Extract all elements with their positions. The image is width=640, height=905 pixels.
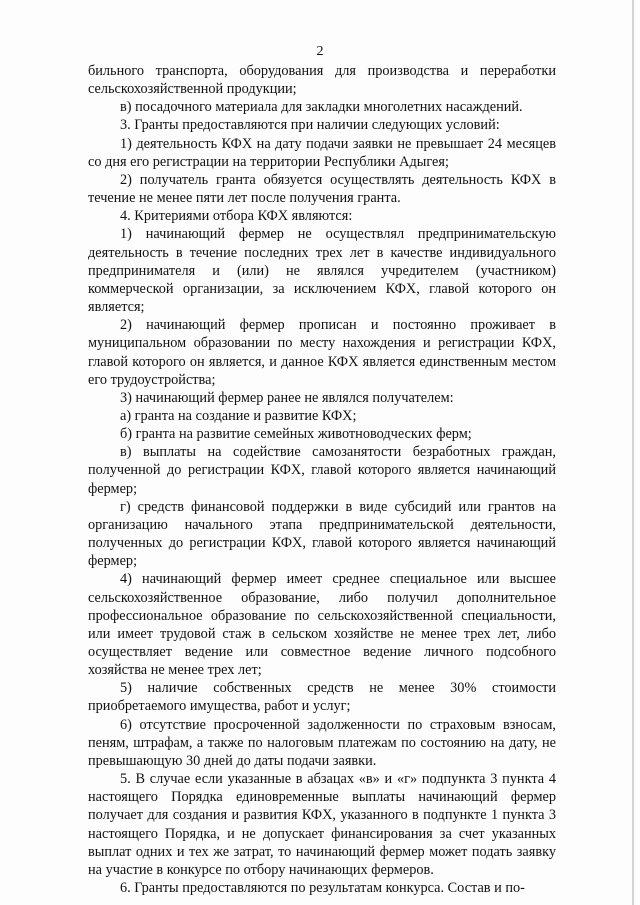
paragraph: 4. Критериями отбора КФХ являются: [120, 208, 353, 225]
scan-edge [632, 0, 634, 905]
paragraph: 4) начинающий фермер имеет среднее специальное или высшее сельскохозяйственное образование, либо получил дополнительное профессиональное образование по сельскохозяйственной специальности, или имеет трудовой стаж в сельском хозяйстве не менее трех лет, либо осуществляет ведение или совместное ведение личного подсобного хозяйства не менее трех лет; [88, 571, 556, 679]
paragraph: 1) деятельность КФХ на дату подачи заявки не превышает 24 месяцев со дня его регистрации на территории Республики Адыгея; [88, 135, 556, 170]
paragraph: 5) наличие собственных средств не менее 30% стоимости приобретаемого имущества, работ и услуг; [88, 680, 556, 715]
paragraph: 6) отсутствие просроченной задолженности по страховым взносам, пеням, штрафам, а также по налоговым платежам по состоянию на дату, не превышающую 30 дней до даты подачи заявки. [88, 716, 556, 769]
paragraph: 3) начинающий фермер ранее не являлся получателем: [120, 389, 454, 406]
paragraph: в) выплаты на содействие самозанятости безработных граждан, полученной до регистрации КФХ, главой которого является начинающий фермер; [88, 444, 556, 497]
paragraph: 2) начинающий фермер прописан и постоянно проживает в муниципальном образовании по месту нахождения и регистрации КФХ, главой которого он является, и данное КФХ является единственным местом его трудоустройства; [88, 317, 556, 388]
paragraph: бильного транспорта, оборудования для производства и переработки сельскохозяйственной продукции; [88, 63, 556, 98]
paragraph: 6. Гранты предоставляются по результатам конкурса. Состав и по- [120, 880, 525, 897]
paragraph: 3. Гранты предоставляются при наличии следующих условий: [120, 117, 500, 134]
paragraph: б) гранта на развитие семейных животноводческих ферм; [120, 426, 472, 443]
paragraph: г) средств финансовой поддержки в виде субсидий или грантов на организацию начального этапа предпринимательской деятельности, полученных до регистрации КФХ, главой которого является начинающий фермер; [88, 498, 556, 570]
page-number: 2 [316, 44, 324, 59]
document-body [88, 62, 556, 897]
paragraph: в) посадочного материала для закладки многолетних насаждений. [120, 99, 523, 116]
paragraph: 5. В случае если указанные в абзацах «в» и «г» подпункта 3 пункта 4 настоящего Порядка единовременные выплаты начинающий фермер получает для создания и развития КФХ, указанного в подпункте 1 пункта 3 настоящего Порядка, и не допускает финансирования за счет указанных выплат одних и тех же затрат, то начинающий фермер может подать заявку на участие в конкурсе по отбору начинающих фермеров. [88, 771, 556, 878]
paragraph: 2) получатель гранта обязуется осуществлять деятельность КФХ в течение не менее пяти лет после получения гранта. [88, 171, 556, 207]
paragraph: а) гранта на создание и развитие КФХ; [120, 407, 357, 424]
paragraph: 1) начинающий фермер не осуществлял предпринимательскую деятельность в течение последних трех лет в качестве индивидуального предпринимателя и (или) не являлся учредителем (участником) коммерческой организации, за исключением КФХ, главой которого он является; [88, 226, 556, 316]
